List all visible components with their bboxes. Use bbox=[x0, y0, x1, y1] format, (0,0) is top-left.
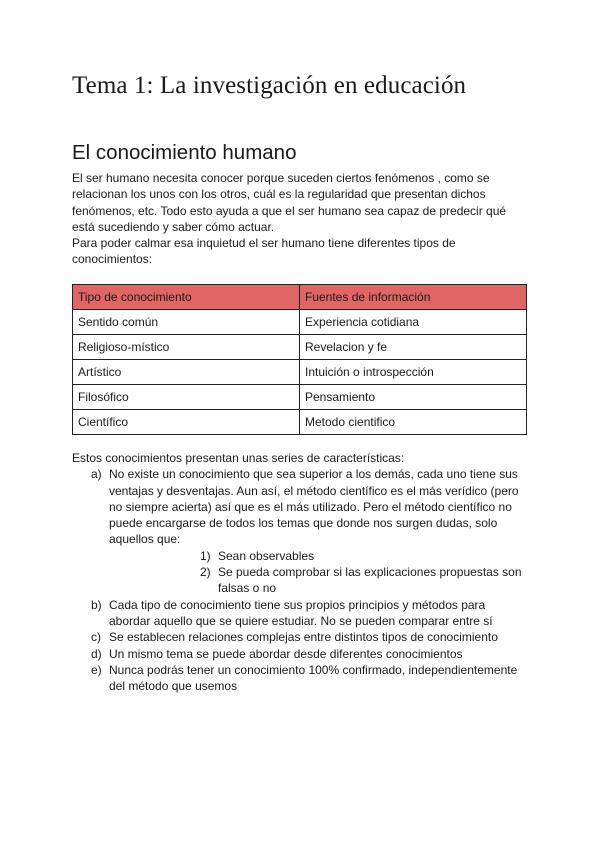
characteristics-intro: Estos conocimientos presentan unas series de características: bbox=[72, 451, 405, 465]
list-marker: 1) bbox=[200, 548, 211, 563]
section-heading: El conocimiento humano bbox=[72, 141, 297, 164]
list-item bbox=[72, 662, 528, 695]
intro-text bbox=[72, 170, 528, 268]
intro-paragraph: Para poder calmar esa inquietud el ser humano tiene diferentes tipos de conocimientos: bbox=[72, 236, 456, 267]
table-cell: Artístico bbox=[73, 360, 300, 385]
list-item-text: Se pueda comprobar si las explicaciones propuestas son falsas o no bbox=[218, 565, 522, 596]
list-marker: 2) bbox=[200, 565, 211, 580]
list-item bbox=[72, 466, 528, 596]
table-cell: Metodo cientifico bbox=[300, 410, 527, 435]
table-row bbox=[73, 335, 527, 360]
knowledge-table bbox=[72, 284, 527, 435]
sub-list-item bbox=[109, 564, 528, 597]
list-item-text: Nunca podrás tener un conocimiento 100% confirmado, independientemente del método que usemos bbox=[109, 662, 518, 694]
table-row bbox=[73, 360, 527, 385]
table-row bbox=[73, 385, 527, 410]
table-cell: Experiencia cotidiana bbox=[300, 310, 527, 335]
characteristics-section bbox=[72, 450, 528, 694]
table-header-row bbox=[73, 285, 527, 310]
table-cell: Revelacion y fe bbox=[300, 335, 527, 360]
list-item-text: Un mismo tema se puede abordar desde diferentes conocimientos bbox=[109, 646, 463, 661]
table-header-cell: Fuentes de información bbox=[300, 285, 527, 310]
list-item-text: Cada tipo de conocimiento tiene sus propios principios y métodos para abordar aquello que se quiere estudiar. No se pueden comparar entre sí bbox=[109, 597, 493, 628]
table-cell: Científico bbox=[73, 410, 300, 435]
list-marker: e) bbox=[91, 662, 102, 677]
list-item bbox=[72, 597, 528, 630]
table-cell: Filosófico bbox=[73, 385, 300, 410]
list-item-text: Sean observables bbox=[218, 548, 315, 563]
table-row bbox=[73, 310, 527, 335]
table-header-cell: Tipo de conocimiento bbox=[73, 285, 300, 310]
list-item-text: Se establecen relaciones complejas entre distintos tipos de conocimiento bbox=[109, 630, 498, 645]
sub-list bbox=[109, 548, 528, 597]
list-marker: a) bbox=[91, 467, 102, 482]
list-marker: d) bbox=[91, 646, 102, 661]
intro-paragraph: El ser humano necesita conocer porque suceden ciertos fenómenos , como se relacionan los unos con los otros, cuál es la regularidad que presentan dichos fenómenos, etc. Todo esto ayuda a que el ser humano sea capaz de predecir qué está sucediendo y saber cómo actuar. bbox=[72, 171, 507, 234]
table-cell: Religioso-místico bbox=[73, 335, 300, 360]
list-marker: c) bbox=[91, 630, 101, 645]
sub-list-item bbox=[109, 548, 528, 564]
table-cell: Intuición o introspección bbox=[300, 360, 527, 385]
table-cell: Sentido común bbox=[73, 310, 300, 335]
table-cell: Pensamiento bbox=[300, 385, 527, 410]
list-item-text: No existe un conocimiento que sea superior a los demás, cada uno tiene sus ventajas y desventajas. Aun así, el método científico es el más verídico (pero no siempre acierta) así que es el más utilizado. Pero el método científico no puede encargarse de todos los temas que donde nos surgen dudas, solo aquellos que: bbox=[109, 467, 519, 547]
list-item bbox=[72, 646, 528, 662]
table-row bbox=[73, 410, 527, 435]
document-title: Tema 1: La investigación en educación bbox=[72, 72, 467, 99]
list-marker: b) bbox=[91, 597, 102, 612]
characteristics-list bbox=[72, 466, 528, 694]
list-item bbox=[72, 629, 528, 645]
